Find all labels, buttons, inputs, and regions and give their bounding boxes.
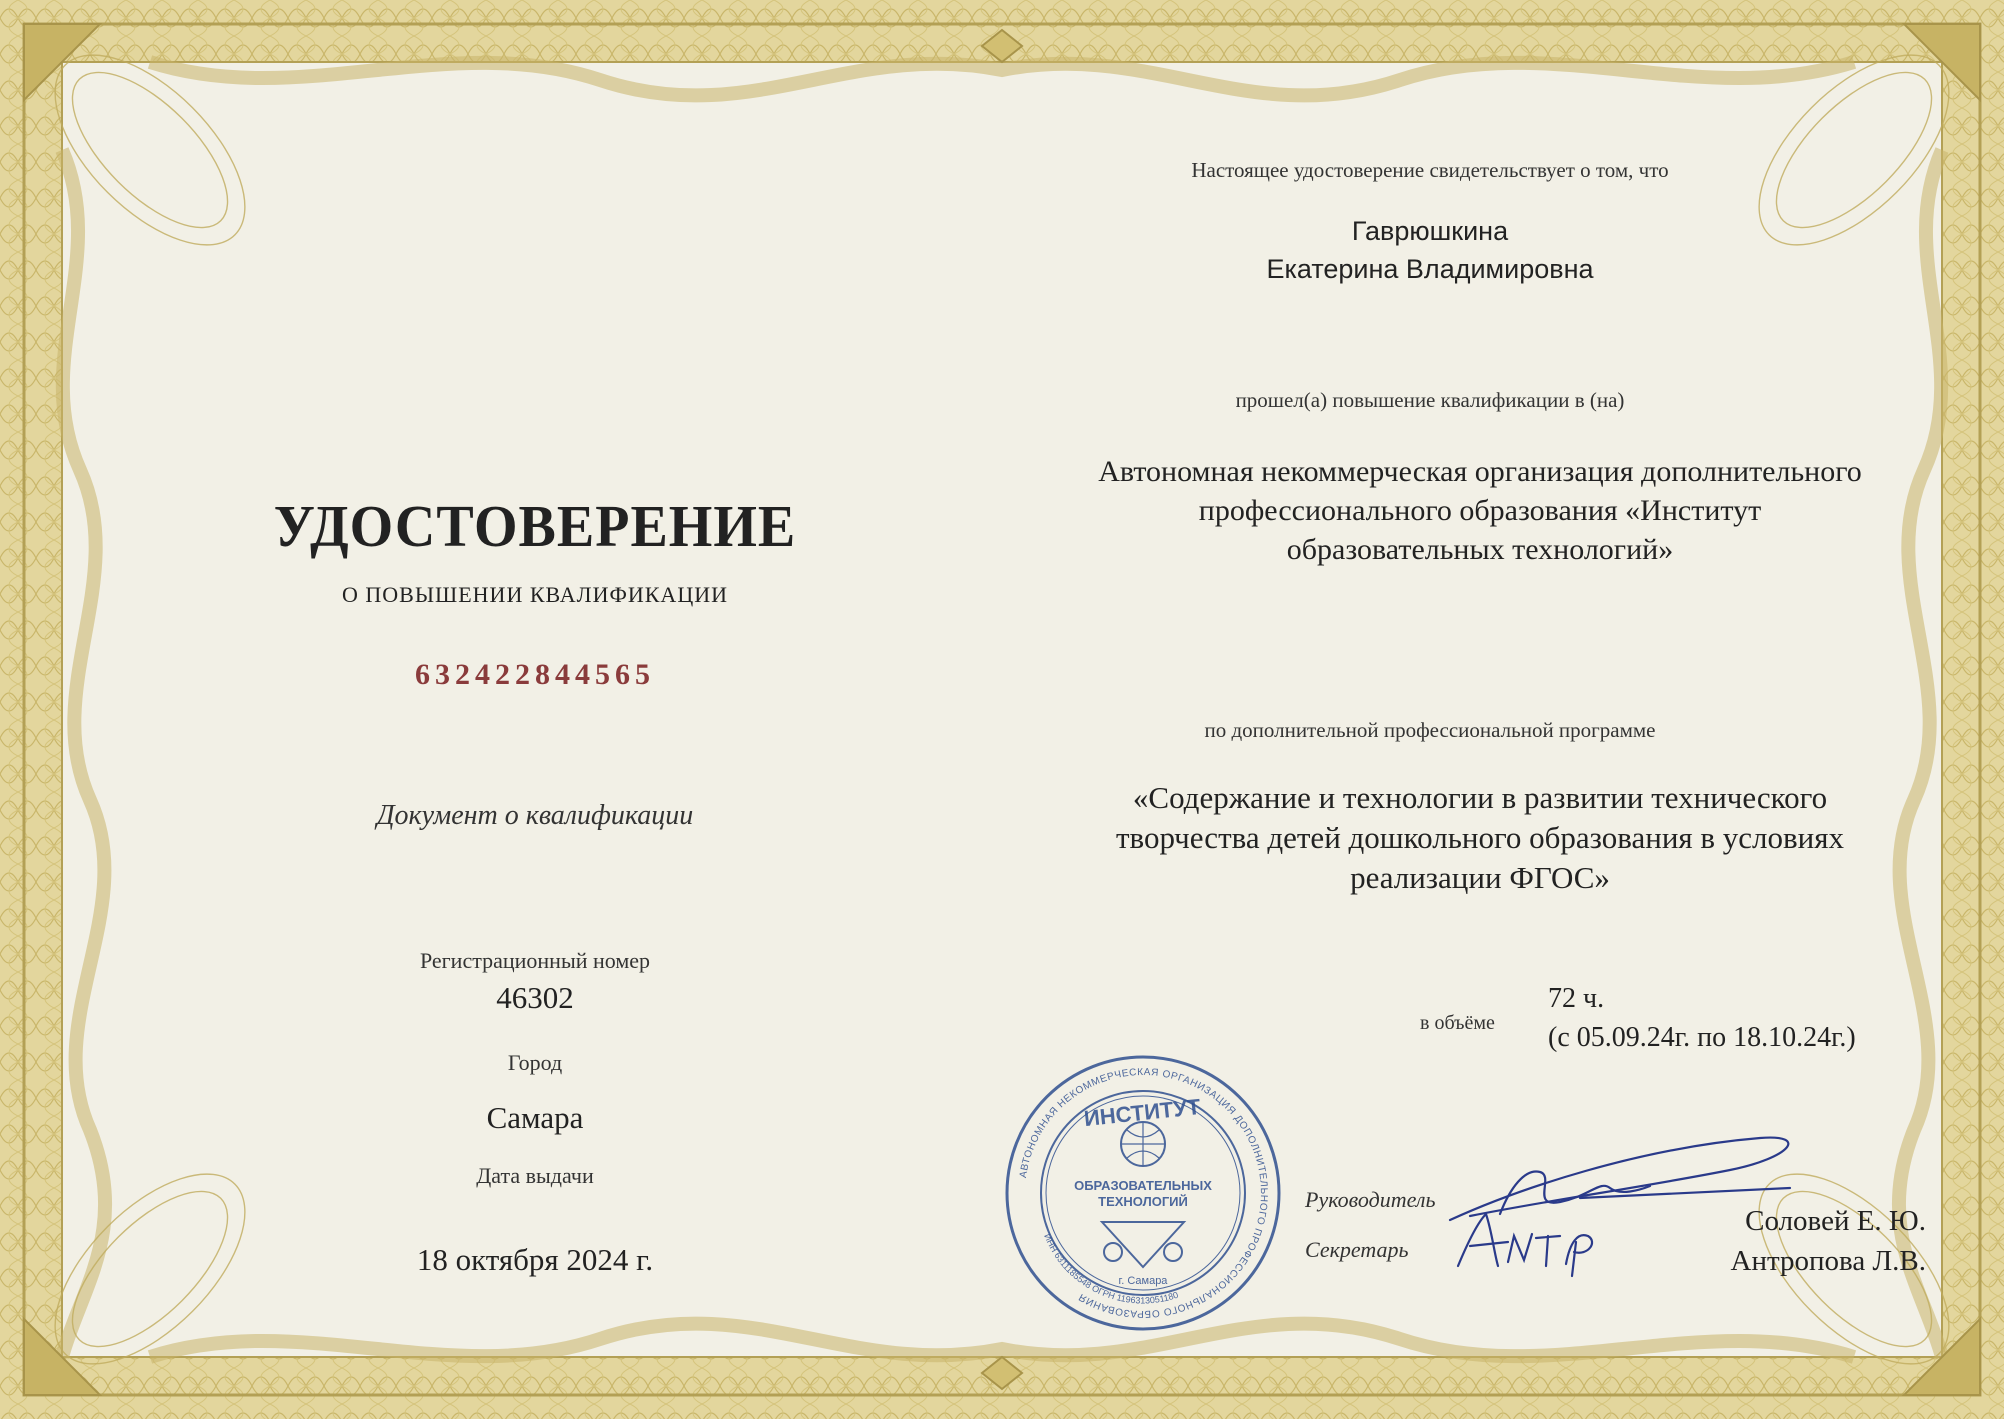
- secretary-name: Антропова Л.В.: [1730, 1245, 1926, 1277]
- program-title: [1000, 778, 1960, 898]
- seal-top-word: ИНСТИТУТ: [1082, 1094, 1202, 1132]
- certificate-subtitle: О ПОВЫШЕНИИ КВАЛИФИКАЦИИ: [342, 582, 728, 607]
- organization-line: образовательных технологий»: [1286, 533, 1674, 566]
- seal-ring-bottom: ИНН 6311185548 ОГРН 1196313051180: [1042, 1232, 1180, 1306]
- program-line: творчества детей дошкольного образования в условиях: [1115, 820, 1845, 855]
- seal-middle-line: ТЕХНОЛОГИЙ: [1098, 1194, 1188, 1209]
- serial-number: 632422844565: [415, 658, 655, 691]
- city-label: Город: [507, 1050, 563, 1075]
- secretary-role-label: Секретарь: [1305, 1237, 1409, 1262]
- program-line: реализации ФГОС»: [1350, 860, 1610, 895]
- certificate-title: УДОСТОВЕРЕНИЕ: [273, 494, 797, 560]
- program-line: «Содержание и технологии в развитии технического: [1132, 780, 1828, 815]
- organization-line: Автономная некоммерческая организация дополнительного: [1098, 455, 1862, 488]
- head-name: Соловей Е. Ю.: [1745, 1205, 1926, 1237]
- issue-date: 18 октября 2024 г.: [416, 1242, 654, 1277]
- city-value: Самара: [486, 1100, 584, 1135]
- institution-seal: [1002, 1052, 1284, 1334]
- recipient-name: [1050, 212, 1810, 288]
- volume-label: в объёме: [1420, 1012, 1495, 1034]
- registration-number: 46302: [496, 980, 574, 1015]
- organization-line: профессионального образования «Институт: [1198, 494, 1762, 527]
- completion-text: прошел(а) повышение квалификации в (на): [1235, 388, 1625, 412]
- document-type: Документ о квалификации: [376, 800, 694, 831]
- organization-name: [1000, 452, 1960, 569]
- intro-text: Настоящее удостоверение свидетельствует о том, что: [1191, 158, 1669, 182]
- recipient-surname: Гаврюшкина: [1351, 216, 1509, 246]
- seal-city: г. Самара: [1118, 1275, 1168, 1287]
- program-label: по дополнительной профессиональной программе: [1204, 718, 1656, 742]
- seal-middle-line: ОБРАЗОВАТЕЛЬНЫХ: [1074, 1178, 1212, 1193]
- issue-date-label: Дата выдачи: [476, 1163, 594, 1188]
- registration-label: Регистрационный номер: [419, 948, 651, 973]
- course-hours: 72 ч.: [1548, 983, 1605, 1014]
- recipient-given-names: Екатерина Владимировна: [1266, 254, 1594, 284]
- head-role-label: Руководитель: [1305, 1187, 1436, 1212]
- secretary-signature: [1448, 1202, 1618, 1282]
- course-period: (с 05.09.24г. по 18.10.24г.): [1548, 1022, 1856, 1053]
- seal-ring-text: АВТОНОМНАЯ НЕКОММЕРЧЕСКАЯ ОРГАНИЗАЦИЯ ДОПОЛНИТЕЛЬНОГО ПРОФЕССИОНАЛЬНОГО ОБРАЗОВАНИЯ: [1017, 1066, 1270, 1320]
